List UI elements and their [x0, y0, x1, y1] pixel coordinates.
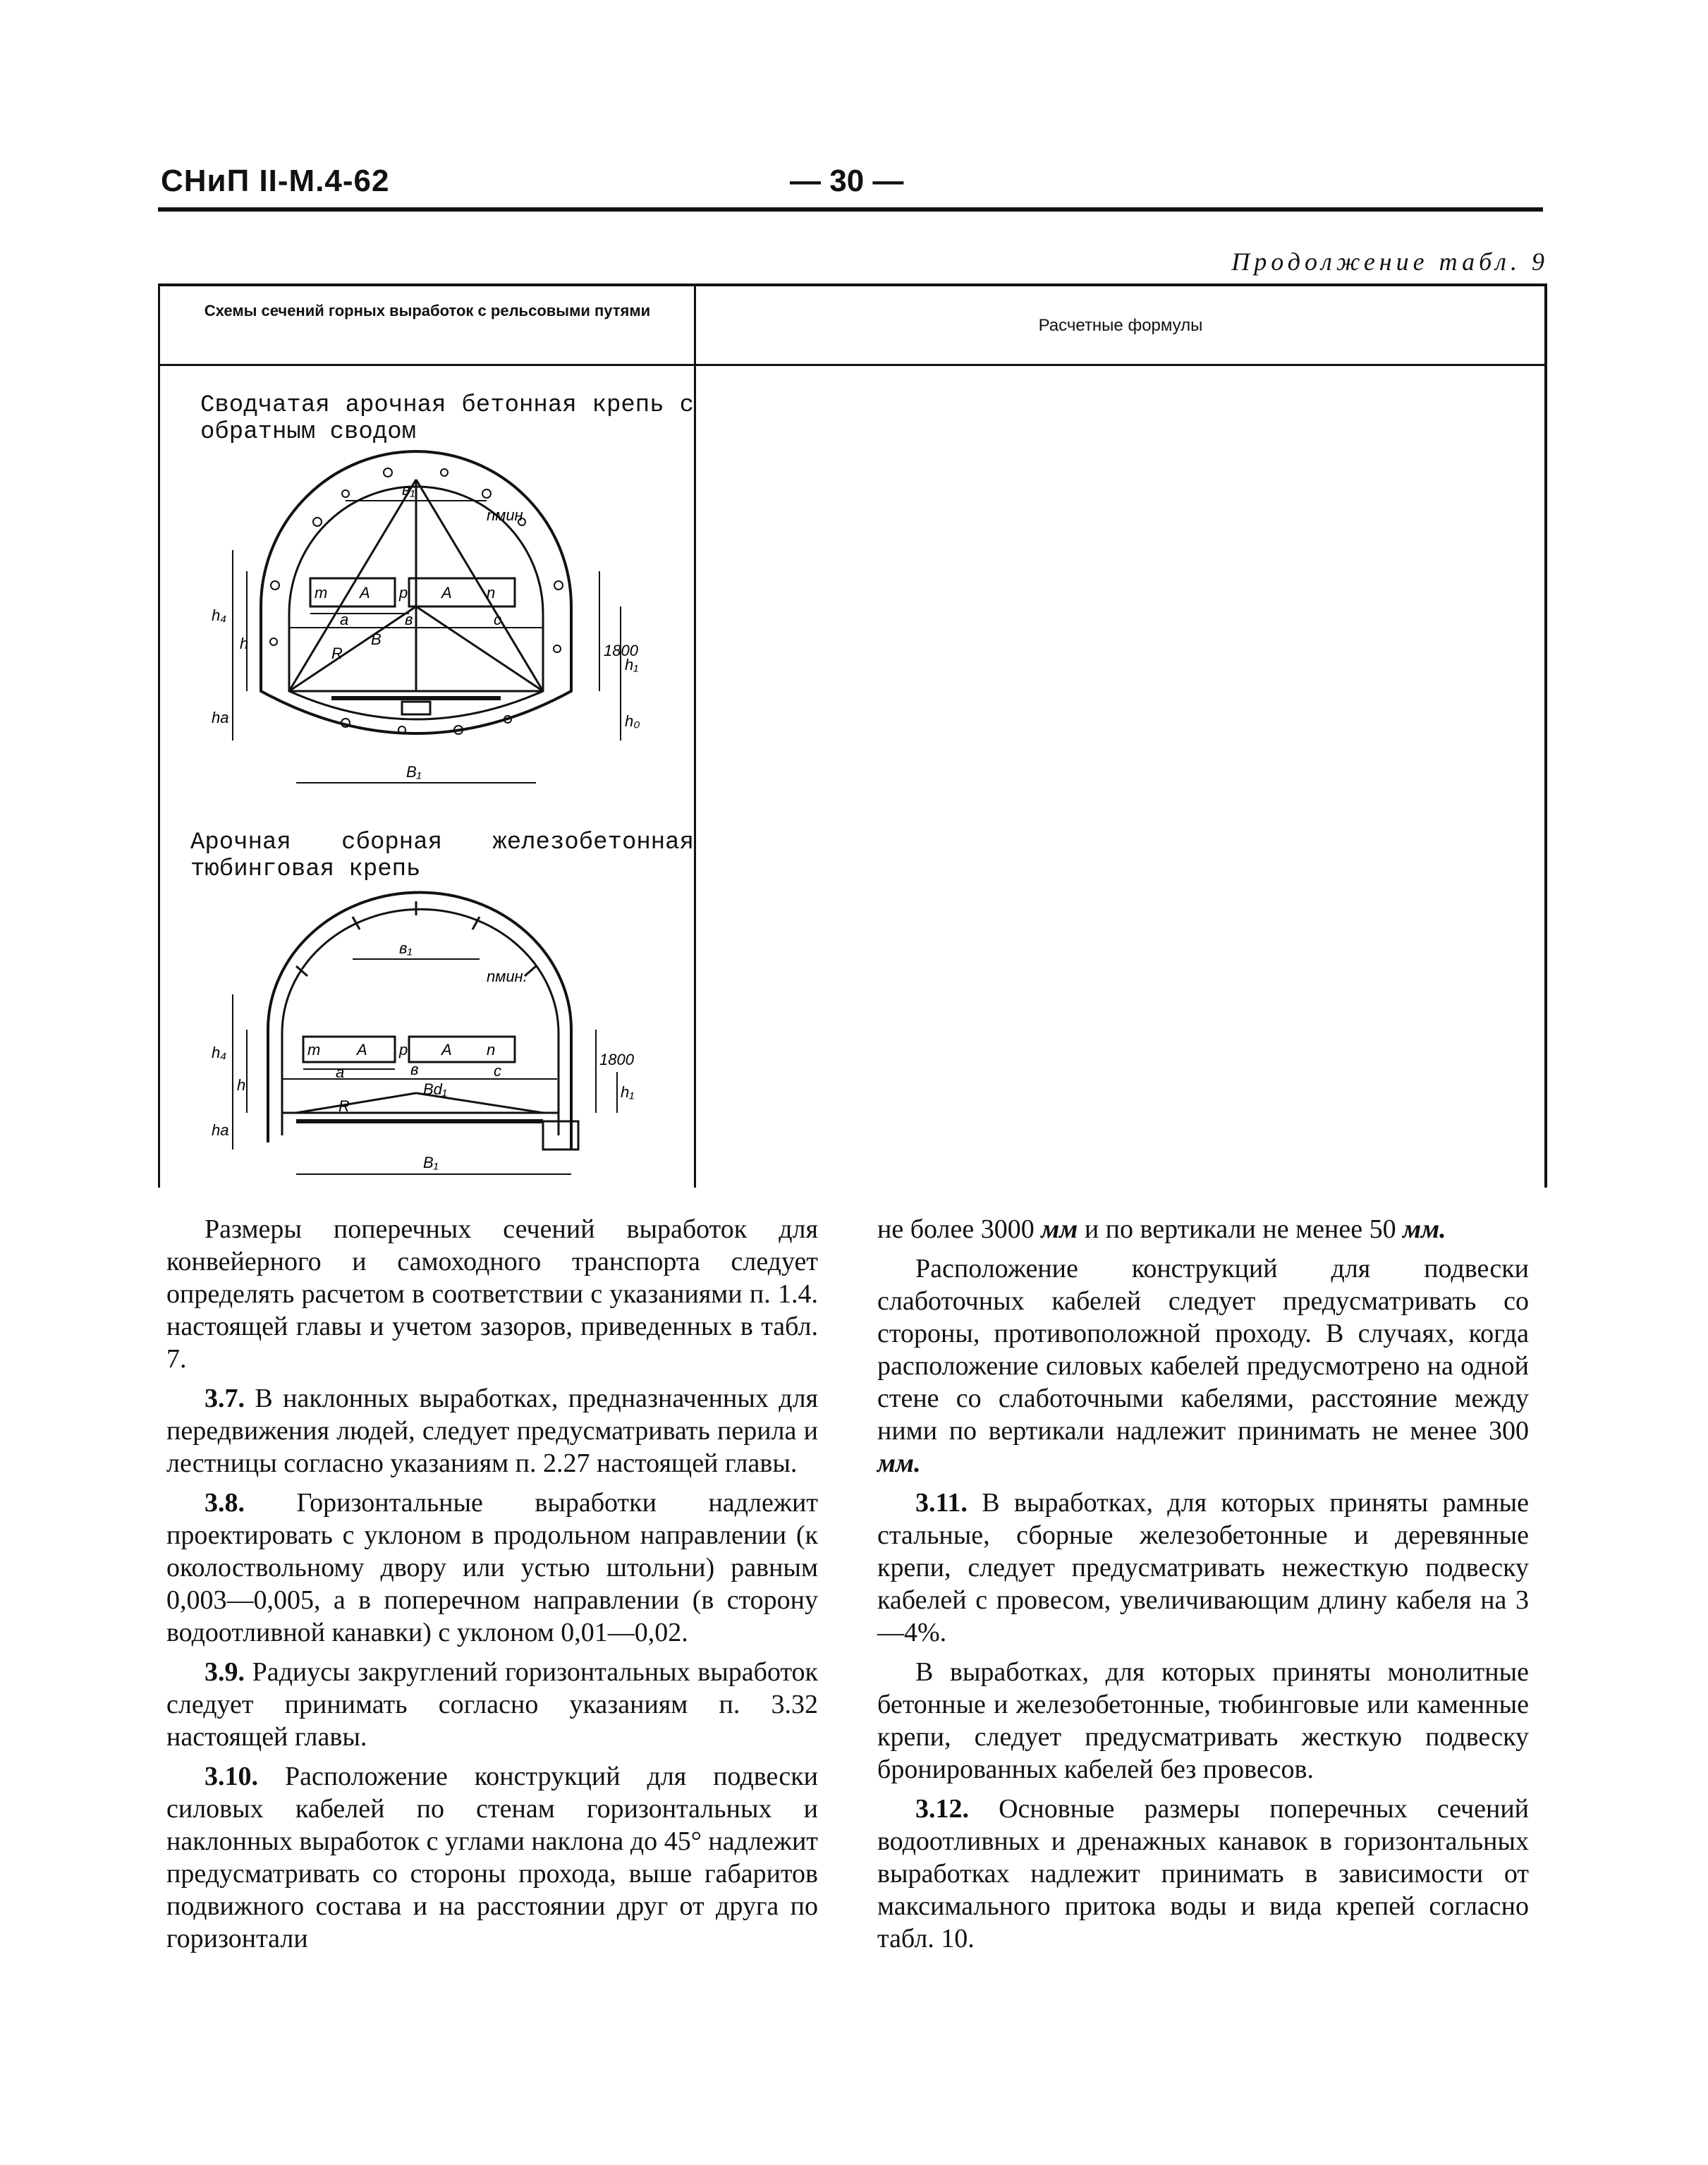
header-rule	[158, 207, 1543, 212]
scheme-2-label-n: n	[487, 1041, 496, 1059]
scheme-1-label-nmin: nмин	[487, 506, 523, 524]
scheme-1-label-h0: h₀	[625, 712, 640, 730]
scheme-2-label-h4: h₄	[212, 1044, 227, 1061]
scheme-1-label-b: в	[405, 611, 413, 628]
scheme-1-diagram	[190, 444, 642, 811]
table-caption: Продолжение табл. 9	[1231, 248, 1549, 276]
scheme-1-label-1800: 1800	[604, 642, 638, 659]
scheme-1-label-h: h	[240, 635, 249, 652]
scheme-2-label-nmin: nмин.	[487, 968, 527, 985]
scheme-1-label-R: R	[331, 645, 343, 662]
table-header-divider	[158, 364, 1547, 366]
scheme-1-label-h4: h₄	[212, 606, 227, 624]
scheme-1-title: Сводчатая арочная бетонная крепь с обратным сводом	[200, 392, 694, 446]
paragraph-rigid-suspension: В выработках, для которых приняты монолитные бетонные и железобетонные, тюбинговые или каменные крепи, следует предусматривать жесткую подвеску бронированных кабелей без провесов.	[877, 1657, 1529, 1784]
scheme-2-label-R: R	[338, 1097, 350, 1115]
scheme-1-label-B: B	[371, 630, 382, 648]
paragraph-continuation: не более 3000 мм и по вертикали не менее 50 мм.	[877, 1214, 1446, 1244]
scheme-2-label-h1: h₁	[621, 1083, 635, 1101]
scheme-2-label-B1: B₁	[423, 1154, 439, 1171]
scheme-1-label-p: p	[399, 584, 408, 602]
scheme-1-label-A1: A	[360, 584, 370, 602]
left-text-column	[166, 1213, 818, 1962]
paragraph-3-9: 3.9. Радиусы закруглений горизонтальных выработок следует принимать согласно указаниям п. 3.32 настоящей главы.	[166, 1657, 819, 1752]
scheme-1-label-n: n	[487, 584, 496, 602]
table-header-formulas: Расчетные формулы	[1038, 316, 1203, 335]
scheme-2-label-a: a	[336, 1063, 345, 1081]
table-left-border	[158, 285, 160, 1188]
scheme-2-label-c: c	[494, 1062, 501, 1080]
table-header-schemes: Схемы сечений горных выработок с рельсовыми путями	[204, 302, 651, 319]
scheme-1-label-c: c	[494, 611, 501, 628]
table-right-border	[1544, 285, 1547, 1188]
scheme-2-label-h: h	[237, 1076, 246, 1094]
scheme-2-label-ha: hа	[212, 1121, 229, 1139]
scheme-1-label-ha: hа	[212, 709, 229, 726]
scheme-1-label-A2: A	[441, 584, 452, 602]
paragraph-3-10: 3.10. Расположение конструкций для подвески силовых кабелей по стенам горизонтальных и наклонных выработок с углами наклона до 45° надлежит предусматривать со стороны прохода, выше габаритов подвижного состава и на расстоянии друг от друга по горизонтали	[166, 1762, 818, 1953]
paragraph-3-7: 3.7. В наклонных выработках, предназначенных для передвижения людей, следует предусматривать перила и лестницы согласно указаниям п. 2.27 настоящей главы.	[166, 1384, 819, 1478]
right-text-column	[877, 1213, 1529, 1962]
paragraph-3-11: 3.11. В выработках, для которых приняты рамные стальные, сборные железобетонные и деревянные крепи, следует предусматривать нежесткую подвеску кабелей с провесом, увеличивающим длину кабеля на 3—4%.	[877, 1488, 1530, 1647]
paragraph-low-current-cables: Расположение конструкций для подвески слаботочных кабелей следует предусматривать со стороны, противоположной проходу. В случаях, когда расположение силовых кабелей предусмотрено на одной стене со слаботочными кабелями, расстояние между ними по вертикали надлежит принимать не менее 300 мм.	[877, 1254, 1529, 1478]
scheme-1-label-h1: h₁	[625, 656, 639, 673]
document-code: СНиП II-М.4-62	[161, 164, 390, 198]
table-column-divider	[694, 285, 696, 1188]
table-top-border	[158, 283, 1547, 286]
scheme-2-label-p: p	[399, 1041, 408, 1059]
scheme-2-label-b1-top: в₁	[399, 939, 413, 957]
scheme-2-diagram	[190, 889, 642, 1185]
scheme-2-label-b: в	[410, 1061, 419, 1078]
scheme-2-label-A2: A	[441, 1041, 452, 1059]
paragraph-3-12: 3.12. Основные размеры поперечных сечений водоотливных и дренажных канавок в горизонтальных выработках надлежит принимать в зависимости от максимального притока воды и вида крепей согласно табл. 10.	[877, 1794, 1530, 1953]
scheme-1-label-m: m	[315, 584, 328, 602]
paragraph-3-8: 3.8. Горизонтальные выработки надлежит проектировать с уклоном в продольном направлении (к околоствольному двору или устью штольни) равным 0,003—0,005, а в поперечном направлении (в сторону водоотливной канавки) с уклоном 0,01—0,02.	[166, 1488, 819, 1647]
scheme-2-label-B: Bd₁	[423, 1080, 447, 1098]
scheme-2-title: Арочная сборная железобетонная тюбинговая крепь	[190, 829, 694, 883]
scheme-1-label-b1-top: в₁	[402, 481, 415, 499]
paragraph-sizes: Размеры поперечных сечений выработок для конвейерного и самоходного транспорта следует определять расчетом в соответствии с указаниями п. 1.4. настоящей главы и учетом зазоров, приведенных в табл. 7.	[166, 1214, 818, 1374]
scheme-2-label-m: m	[307, 1041, 321, 1059]
scheme-2-label-1800: 1800	[599, 1051, 634, 1068]
scheme-1-label-a: a	[340, 611, 349, 628]
scheme-1-label-B1: B₁	[406, 763, 422, 781]
scheme-2-label-A1: A	[357, 1041, 367, 1059]
page-number: — 30 —	[790, 164, 904, 198]
